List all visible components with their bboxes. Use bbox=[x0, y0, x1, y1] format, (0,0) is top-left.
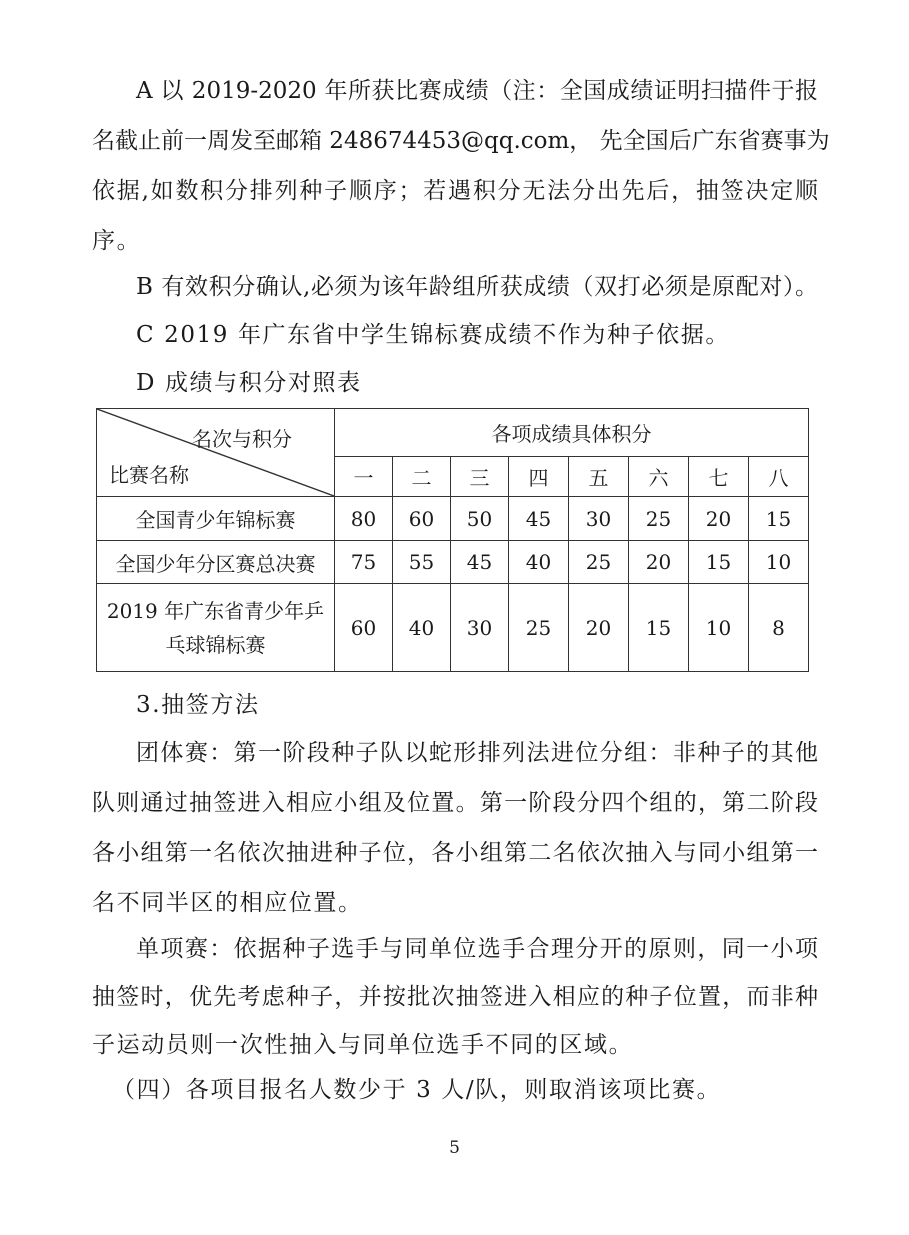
points-cell: 45 bbox=[509, 497, 569, 541]
points-cell: 55 bbox=[393, 541, 451, 584]
paragraph-a-line-2: 名截止前一周发至邮箱 248674453@qq.com， 先全国后广东省赛事为 bbox=[92, 128, 830, 154]
score-points-table bbox=[96, 408, 809, 672]
rank-header: 一 bbox=[335, 457, 393, 497]
paragraph-d: D 成绩与积分对照表 bbox=[136, 370, 362, 396]
team-paragraph-line-3: 各小组第一名依次抽进种子位，各小组第二名依次抽入与同小组第一 bbox=[92, 840, 818, 866]
rank-header: 四 bbox=[509, 457, 569, 497]
table-row bbox=[97, 497, 809, 541]
points-cell: 20 bbox=[629, 541, 689, 584]
table-header-row bbox=[97, 409, 809, 457]
group-header: 各项成绩具体积分 bbox=[335, 409, 809, 457]
section-heading-draw-method: 3.抽签方法 bbox=[136, 692, 260, 718]
points-cell: 30 bbox=[451, 584, 509, 672]
event-name-line-1: 2019 年广东省青少年乒 bbox=[106, 598, 325, 623]
points-cell: 60 bbox=[393, 497, 451, 541]
points-cell: 40 bbox=[393, 584, 451, 672]
points-cell: 45 bbox=[451, 541, 509, 584]
rank-header: 六 bbox=[629, 457, 689, 497]
team-paragraph-line-1: 团体赛：第一阶段种子队以蛇形排列法进位分组：非种子的其他 bbox=[136, 740, 818, 766]
points-cell: 20 bbox=[689, 497, 749, 541]
table-row bbox=[97, 541, 809, 584]
points-cell: 75 bbox=[335, 541, 393, 584]
event-name-cell bbox=[97, 584, 335, 672]
points-cell: 50 bbox=[451, 497, 509, 541]
points-cell: 10 bbox=[689, 584, 749, 672]
points-cell: 30 bbox=[569, 497, 629, 541]
corner-label-rank-points: 名次与积分 bbox=[192, 427, 292, 451]
paragraph-a-line-3: 依据,如数积分排列种子顺序；若遇积分无法分出先后，抽签决定顺 bbox=[92, 178, 818, 204]
single-paragraph-line-1: 单项赛：依据种子选手与同单位选手合理分开的原则，同一小项 bbox=[136, 936, 818, 962]
section-4-paragraph: （四）各项目报名人数少于 3 人/队，则取消该项比赛。 bbox=[112, 1077, 722, 1103]
rank-header: 八 bbox=[749, 457, 809, 497]
rank-header: 五 bbox=[569, 457, 629, 497]
event-name-line-2: 乓球锦标赛 bbox=[165, 632, 266, 657]
points-cell: 25 bbox=[509, 584, 569, 672]
rank-header: 七 bbox=[689, 457, 749, 497]
points-cell: 25 bbox=[569, 541, 629, 584]
corner-label-event-name: 比赛名称 bbox=[109, 463, 189, 487]
points-cell: 80 bbox=[335, 497, 393, 541]
rank-header: 二 bbox=[393, 457, 451, 497]
rank-header: 三 bbox=[451, 457, 509, 497]
table-corner-cell bbox=[97, 409, 335, 497]
single-paragraph-line-3: 子运动员则一次性抽入与同单位选手不同的区域。 bbox=[92, 1032, 634, 1058]
page-number: 5 bbox=[449, 1138, 460, 1158]
paragraph-c: C 2019 年广东省中学生锦标赛成绩不作为种子依据。 bbox=[136, 322, 730, 348]
points-cell: 15 bbox=[629, 584, 689, 672]
table-row bbox=[97, 584, 809, 672]
points-cell: 10 bbox=[749, 541, 809, 584]
paragraph-a-line-1: A 以 2019-2020 年所获比赛成绩（注：全国成绩证明扫描件于报 bbox=[136, 78, 818, 104]
team-paragraph-line-4: 名不同半区的相应位置。 bbox=[92, 890, 363, 916]
points-cell: 15 bbox=[689, 541, 749, 584]
event-name-cell: 全国少年分区赛总决赛 bbox=[97, 541, 335, 584]
points-cell: 20 bbox=[569, 584, 629, 672]
points-cell: 40 bbox=[509, 541, 569, 584]
points-cell: 25 bbox=[629, 497, 689, 541]
points-cell: 8 bbox=[749, 584, 809, 672]
paragraph-a-line-4: 序。 bbox=[92, 228, 142, 254]
points-cell: 15 bbox=[749, 497, 809, 541]
event-name-cell: 全国青少年锦标赛 bbox=[97, 497, 335, 541]
points-cell: 60 bbox=[335, 584, 393, 672]
paragraph-b: B 有效积分确认,必须为该年龄组所获成绩（双打必须是原配对）。 bbox=[136, 274, 819, 300]
team-paragraph-line-2: 队则通过抽签进入相应小组及位置。第一阶段分四个组的，第二阶段 bbox=[92, 790, 818, 816]
single-paragraph-line-2: 抽签时，优先考虑种子，并按批次抽签进入相应的种子位置，而非种 bbox=[92, 984, 818, 1010]
